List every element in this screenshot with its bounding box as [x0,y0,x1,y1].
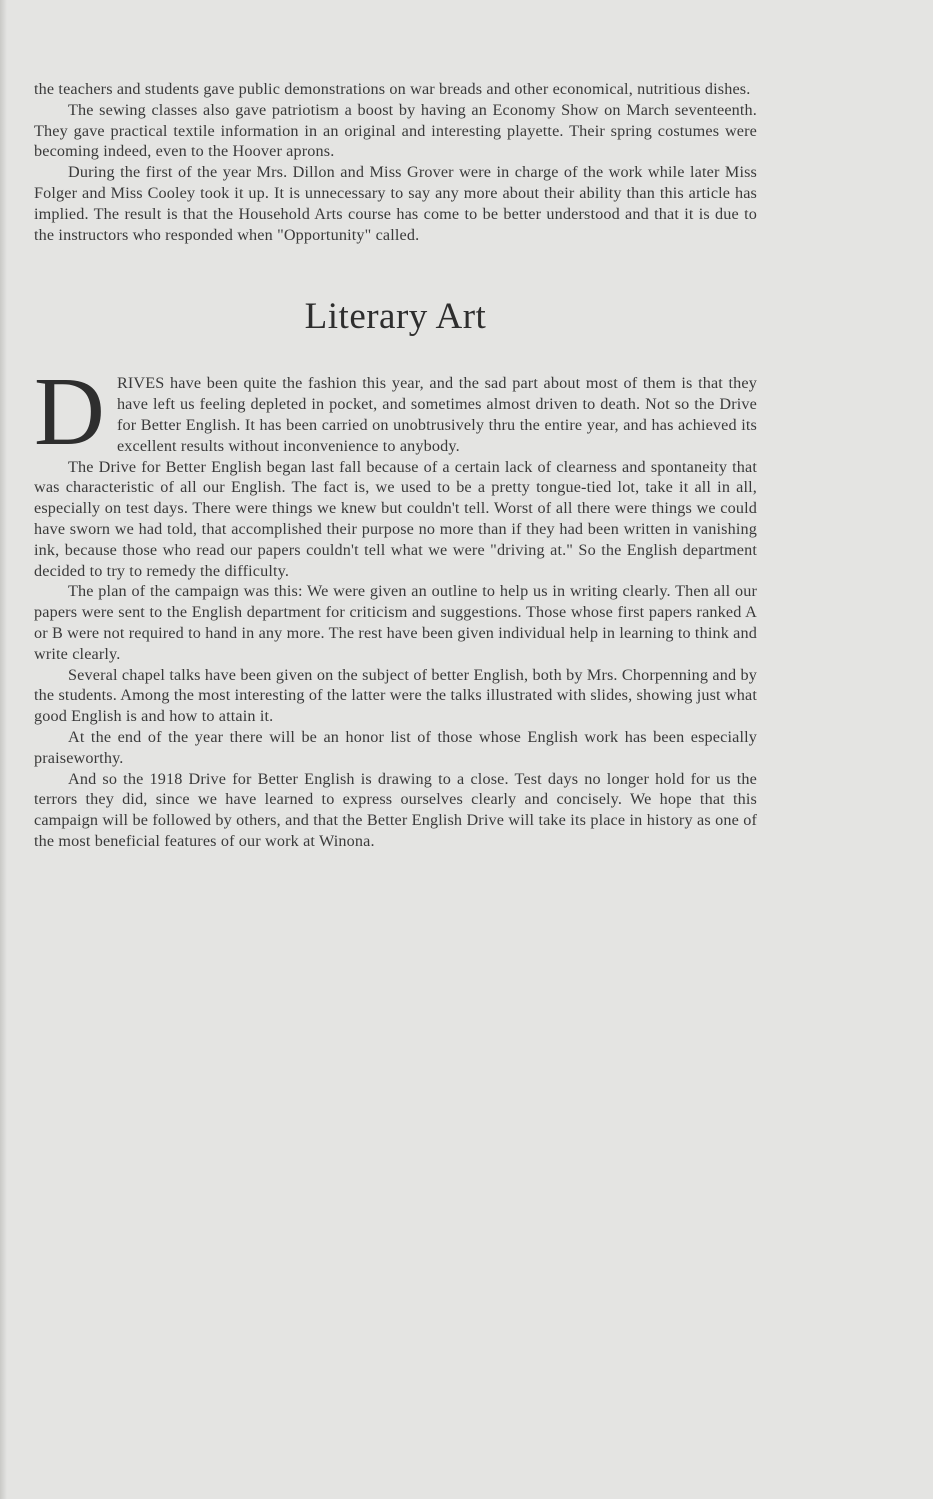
document-page [34,79,757,852]
paragraph-1-text: RIVES have been quite the fashion this year, and the sad part about most of them is that they have left us feeling depleted in pocket, and sometimes almost driven to death. Not so the Drive for Better English. It has been carried on unobtrusively thru the entire year, and has achieved its excellent results without inconvenience to anybody. [116,374,757,455]
paragraph-5: At the end of the year there will be an honor list of those whose English work has been especially praiseworthy. [34,727,757,767]
paragraph-continued-1: the teachers and students gave public demonstrations on war breads and other economical, nutritious dishes. [34,80,751,98]
literary-art-article [34,358,757,851]
page-spine-shadow [0,0,7,1499]
paragraph-continued-2: The sewing classes also gave patriotism a boost by having an Economy Show on March seventeenth. They gave practical textile information in an original and interesting playette. Their spring costumes were becoming indeed, even to the Hoover aprons. [34,100,757,161]
paragraph-4: Several chapel talks have been given on the subject of better English, both by Mrs. Chorpenning and by the students. Among the most interesting of the latter were the talks illustrated with slides, showing just what good English is and how to attain it. [34,665,757,726]
paragraph-6: And so the 1918 Drive for Better English is drawing to a close. Test days no longer hold for us the terrors they did, since we have learned to express ourselves clearly and concisely. We hope that this campaign will be followed by others, and that the Better English Drive will take its place in history as one of the most beneficial features of our work at Winona. [34,769,757,850]
paragraph-3: The plan of the campaign was this: We were given an outline to help us in writing clearly. Then all our papers were sent to the English department for criticism and suggestions. Those whose first papers ranked A or B were not required to hand in any more. The rest have been given individual help in learning to think and write clearly. [34,582,757,663]
drop-cap-letter: D [34,358,105,467]
article-title: Literary Art [304,296,487,338]
paragraph-2: The Drive for Better English began last fall because of a certain lack of clearness and spontaneity that was characteristic of all our English. The fact is, we used to be a pretty tongue-tied lot, take it all in all, especially on test days. There were things we knew but couldn't tell. Worst of all there were things we could have sworn we had told, that accomplished their purpose no more than if they had been written in vanishing ink, because those who read our papers couldn't tell what we were "driving at." So the English department decided to try to remedy the difficulty. [34,457,757,580]
paragraph-continued-3: During the first of the year Mrs. Dillon and Miss Grover were in charge of the work while later Miss Folger and Miss Cooley took it up. It is unnecessary to say any more about their ability than this article has implied. The result is that the Household Arts course has come to be better understood and that it is due to the instructors who responded when "Opportunity" called. [34,163,757,244]
continued-article [34,79,757,245]
paragraph-1 [34,358,757,467]
